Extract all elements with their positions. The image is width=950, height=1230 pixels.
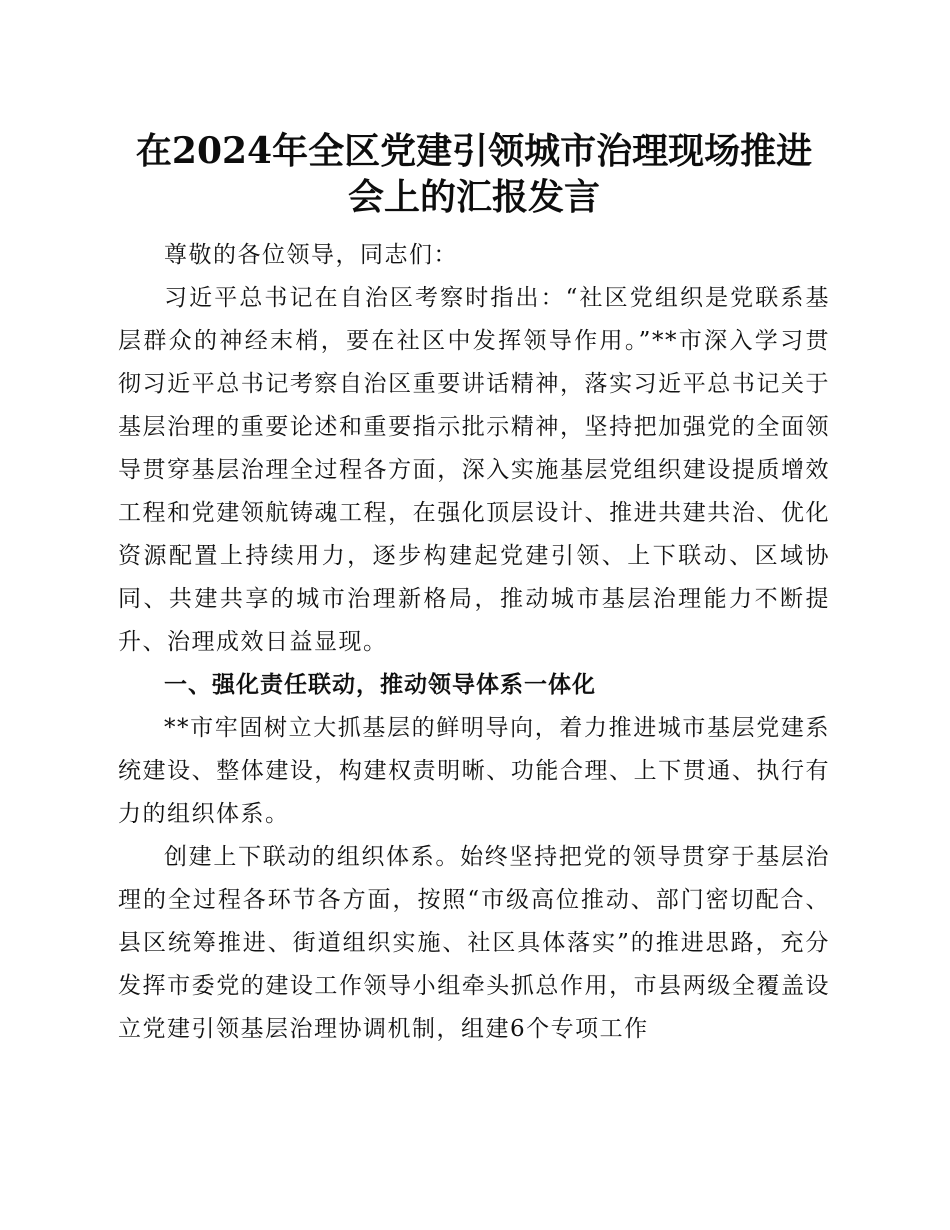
section1-paragraph-2: 创建上下联动的组织体系。始终坚持把党的领导贯穿于基层治理的全过程各环节各方面，按照“市级高位推动、部门密切配合、县区统筹推进、街道组织实施、社区具体落实”的推进思路，充分发挥市委党的建设工作领导小组牵头抓总作用，市县两级全覆盖设立党建引领基层治理协调机制，组建6个专项工作 — [118, 844, 830, 1042]
document-body — [118, 234, 830, 1051]
document-title: 在2024年全区党建引领城市治理现场推进会上的汇报发言 — [135, 130, 813, 218]
document-page — [118, 128, 830, 1051]
intro-paragraph: 习近平总书记在自治区考察时指出：“社区党组织是党联系基层群众的神经末梢，要在社区中发挥领导作用。”**市深入学习贯彻习近平总书记考察自治区重要讲话精神，落实习近平总书记关于基层治理的重要论述和重要指示批示精神，坚持把加强党的全面领导贯穿基层治理全过程各方面，深入实施基层党组织建设提质增效工程和党建领航铸魂工程，在强化顶层设计、推进共建共治、优化资源配置上持续用力，逐步构建起党建引领、上下联动、区域协同、共建共享的城市治理新格局，推动城市基层治理能力不断提升、治理成效日益显现。 — [118, 285, 830, 655]
section1-paragraph-1: **市牢固树立大抓基层的鲜明导向，着力推进城市基层党建系统建设、整体建设，构建权责明晰、功能合理、上下贯通、执行有力的组织体系。 — [118, 715, 830, 827]
salutation: 尊敬的各位领导，同志们： — [164, 242, 458, 268]
section-heading-1: 一、强化责任联动，推动领导体系一体化 — [164, 672, 596, 698]
